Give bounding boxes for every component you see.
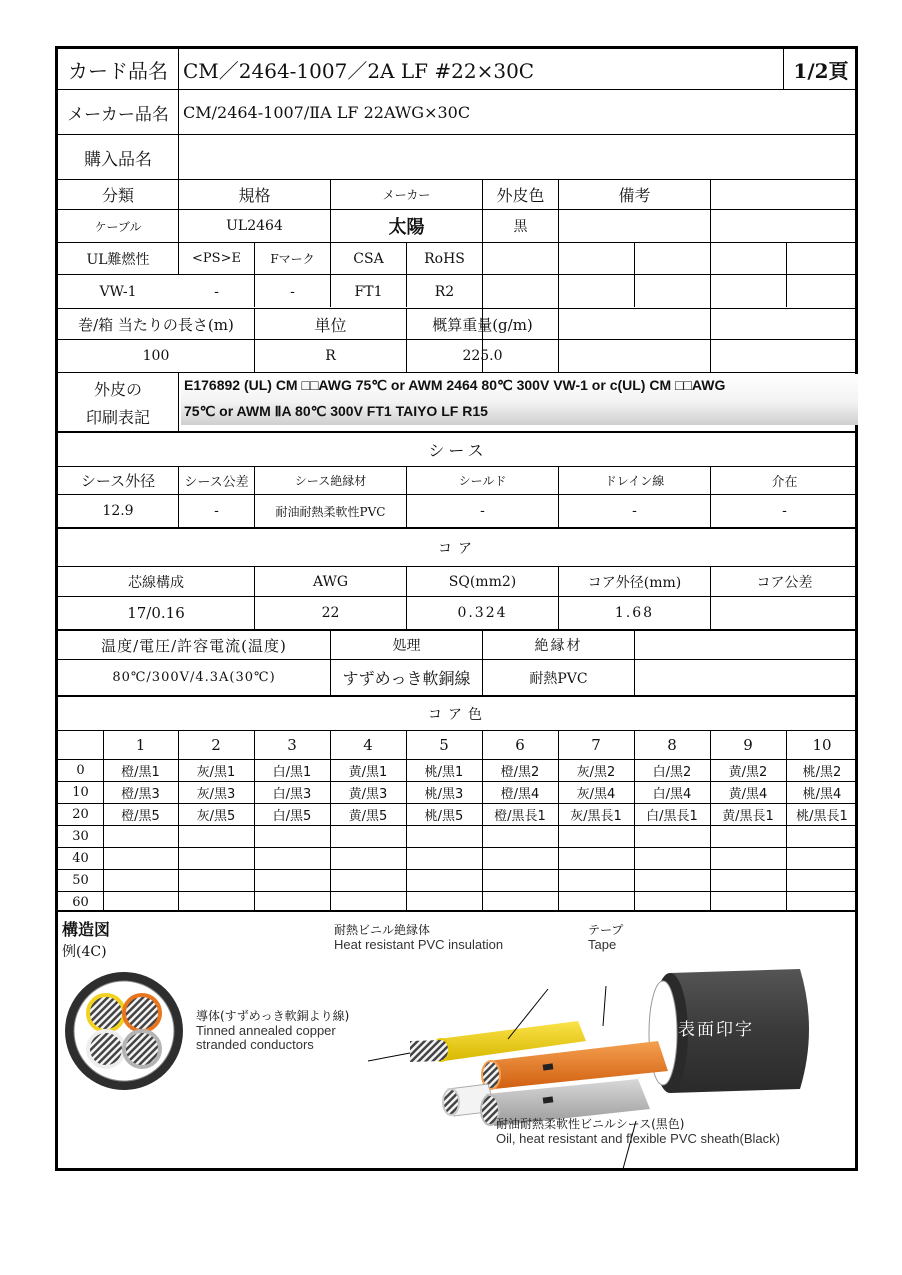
core-color-cell [178,870,254,891]
core-color-cell: 桃/黒5 [424,809,464,824]
core-color-col-header: 8 [667,736,677,754]
drain-value: - [632,503,637,519]
yellow-core-strands [410,1040,441,1062]
core-color-cell [786,826,858,847]
core-color-cell: 白/黒4 [652,787,692,802]
pse-value: - [214,283,219,300]
diagram-title: 構造図 [62,920,111,939]
core-color-cell [634,892,710,913]
core-color-row-label: 30 [72,829,89,844]
core-color-cell [786,848,858,869]
sq-value: 0.324 [457,605,508,621]
sq-header: SQ(mm2) [448,573,517,590]
core-color-cell [786,870,858,891]
standard-value: UL2464 [226,218,283,234]
core-tolerance-value [711,597,858,629]
core-color-cell: 桃/黒2 [802,765,842,780]
core-color-cell [330,848,406,869]
rule [634,242,635,307]
cable-side-view [410,969,809,1126]
core-color-cell [178,848,254,869]
core-color-col-header: 4 [363,736,373,754]
core-color-row-label: 60 [72,895,89,910]
csa-value: FT1 [354,283,383,300]
process-value: すずめっき軟銅線 [342,669,471,688]
core-color-col-header: 7 [591,736,601,754]
core-color-cell [558,870,634,891]
core-color-row-label: 10 [72,785,89,800]
core-color-cell [786,892,858,913]
core-gray [124,1031,160,1067]
rohs-header: RoHS [424,250,465,267]
core-od-value: 1.68 [614,605,655,621]
diagram-example: 例(4C) [62,944,107,960]
core-color-cell [634,848,710,869]
core-color-cell: 黄/黒2 [728,765,768,780]
core-section-title: コア [438,540,478,557]
unit-value: R [325,348,336,364]
tape-leader [603,986,606,1026]
class-value: ケーブル [94,219,142,234]
insulation-header: 絶縁材 [534,638,583,654]
core-color-cell [482,892,558,913]
card-name-value: CM／2464-1007／2A LF #22×30C [183,58,535,83]
core-color-cell [482,848,558,869]
length-header: 巻/箱 当たりの長さ(m) [78,315,234,334]
cross-section-tape [74,981,174,1081]
sheath-tolerance-header: シース公差 [184,475,249,490]
sheath-od-value: 12.9 [102,503,134,519]
purchase-name-value [179,135,858,179]
core-color-cell [710,826,786,847]
print-line-1: E176892 (UL) CM □□AWG 75℃ or AWM 2464 80℃ 300V VW-1 or c(UL) CM □□AWG [184,377,726,393]
print-label-line1: 外皮の [93,379,142,399]
strand-value: 17/0.16 [127,604,185,622]
ul-header: UL難燃性 [86,251,150,268]
core-color-col-header: 9 [743,736,753,754]
core-od-header: コア外径(mm) [587,574,682,591]
jacket-print-text [181,374,858,425]
class-header: 分類 [101,186,134,205]
core-color-cell [558,826,634,847]
core-color-cell [710,870,786,891]
pse-header: <PS>E [192,251,241,266]
process-header: 処理 [392,638,421,654]
core-color-cell [710,892,786,913]
jacket-color-value: 黒 [513,219,528,235]
conductor-label-jp: 導体(すずめっき軟銅より線) [196,1009,350,1023]
rule [786,242,787,307]
spec-sheet [55,46,858,1171]
core-color-cell [634,870,710,891]
page-number: 1/2頁 [793,58,849,83]
filler-header: 介在 [771,475,798,490]
core-color-cell [406,870,482,891]
core-color-cell [103,870,178,891]
core-color-cell: 灰/黒1 [196,765,236,780]
core-color-cell [558,892,634,913]
strand-header: 芯線構成 [128,574,184,591]
core-orange [124,995,160,1031]
csa-header: CSA [353,250,384,267]
core-color-cell: 灰/黒5 [196,809,236,824]
core-color-cell: 灰/黒2 [576,765,616,780]
core-color-cell: 桃/黒3 [424,787,464,802]
sheath-insulation-value: 耐油耐熱柔軟性PVC [275,504,386,519]
card-name-label: カード品名 [68,58,168,83]
cross-section [65,972,183,1090]
sheath-insulation-header: シース絶縁材 [294,474,367,488]
core-color-title: コア色 [428,706,488,723]
core-color-col-header: 5 [439,736,449,754]
print-line-2: 75℃ or AWM ⅡA 80℃ 300V FT1 TAIYO LF R15 [184,403,488,419]
core-color-cell [406,826,482,847]
fmark-header: Fマーク [270,252,315,266]
core-color-cell [558,848,634,869]
core-color-row-label: 40 [72,851,89,866]
core-color-cell: 橙/黒1 [121,765,160,780]
shield-value: - [480,503,485,519]
core-color-cell: 桃/黒長1 [796,809,848,824]
length-value: 100 [142,348,170,364]
core-color-cell [178,892,254,913]
core-color-cell [103,848,178,869]
surface-print-label: 表面印字 [678,1020,754,1040]
core-color-cell [330,826,406,847]
core-color-cell: 黄/黒4 [728,787,768,802]
sheath-od-header: シース外径 [80,472,156,490]
core-color-cell: 橙/黒長1 [494,809,546,824]
maker-name-label: メーカー品名 [67,104,169,125]
shield-header: シールド [458,474,507,488]
core-color-cell: 白/黒2 [652,765,692,780]
note-header: 備考 [618,186,651,205]
core-color-cell: 灰/黒3 [196,787,236,802]
core-color-cell [482,870,558,891]
tape-label-jp: テープ [588,923,624,937]
sheath-section-title: シース [428,441,488,460]
core-color-cell [330,892,406,913]
core-color-row-label: 20 [72,807,89,822]
filler-value: - [782,503,787,519]
core-color-cell: 黄/黒5 [348,809,388,824]
core-color-cell [178,826,254,847]
core-color-row-label: 50 [72,873,89,888]
fmark-value: - [290,283,295,300]
structure-diagram [58,911,858,1169]
weight-header: 概算重量(g/m) [432,315,533,334]
rule [710,179,711,372]
core-color-cell [103,826,178,847]
rohs-value: R2 [434,283,455,300]
core-color-col-header: 3 [287,736,297,754]
core-color-cell: 黄/黒3 [348,787,388,802]
sheath-label-en: Oil, heat resistant and flexible PVC sheath(Black) [496,1131,780,1146]
core-color-cell: 桃/黒4 [802,787,842,802]
insulation-value: 耐熱PVC [529,670,588,687]
maker-name-value: CM/2464-1007/ⅡA LF 22AWG×30C [183,102,471,122]
core-color-cell [254,826,330,847]
core-color-cell [406,892,482,913]
conductor-leader [368,1053,410,1061]
core-color-cell: 黄/黒1 [348,765,388,780]
core-color-col-header: 2 [211,736,221,754]
core-color-cell [254,892,330,913]
core-color-cell: 灰/黒4 [576,787,616,802]
insulation-label-en: Heat resistant PVC insulation [334,937,504,952]
core-color-cell [254,848,330,869]
conductor-label-en1: Tinned annealed copper [196,1023,336,1038]
purchase-name-label: 購入品名 [84,149,152,170]
core-color-cell: 橙/黒5 [121,809,160,824]
core-color-cell [406,848,482,869]
core-color-cell: 灰/黒長1 [570,809,622,824]
core-color-cell [634,826,710,847]
rule [178,372,179,431]
rating-header: 温度/電圧/許容電流(温度) [101,636,287,655]
core-color-cell [330,870,406,891]
white-core-conductor [443,1089,459,1115]
tape-label-en: Tape [588,937,617,952]
core-color-col-header: 10 [812,736,832,754]
unit-header: 単位 [314,315,347,335]
standard-header: 規格 [238,186,271,205]
core-color-cell: 橙/黒4 [500,787,540,802]
ul-value: VW-1 [99,283,137,300]
maker-value: 太陽 [388,217,425,238]
sheath-tolerance-value: - [214,503,219,519]
core-color-cell [103,892,178,913]
insulation-label-jp: 耐熱ビニル絶縁体 [334,923,431,937]
drain-header: ドレイン線 [604,474,665,488]
core-white [88,1031,124,1067]
weight-value: 225.0 [462,348,503,364]
core-color-cell: 橙/黒3 [121,787,160,802]
rating-value: 80℃/300V/4.3A(30℃) [112,670,276,685]
jacket-color-header: 外皮色 [496,186,545,205]
core-yellow [88,995,124,1031]
core-color-cell: 白/黒長1 [646,809,698,824]
rule [634,629,635,695]
sheath-label-jp: 耐油耐熱柔軟性ビニルシース(黒色) [496,1117,685,1131]
core-color-cell: 白/黒5 [272,809,312,824]
core-color-cell [254,870,330,891]
conductor-label-en2: stranded conductors [196,1037,314,1052]
awg-value: 22 [321,605,340,621]
core-color-cell: 白/黒1 [272,765,312,780]
core-color-cell [710,848,786,869]
core-color-row-label: 0 [76,763,85,778]
print-label-line2: 印刷表記 [85,407,150,427]
core-tolerance-header: コア公差 [756,574,813,591]
core-color-col-header: 1 [135,736,146,754]
core-color-cell [482,826,558,847]
awg-header: AWG [312,573,349,590]
core-color-cell: 白/黒3 [272,787,312,802]
core-color-col-header: 6 [515,736,525,754]
core-color-cell: 黄/黒長1 [722,809,774,824]
maker-header: メーカー [382,188,431,202]
core-color-cell: 桃/黒1 [424,765,464,780]
core-color-cell: 橙/黒2 [500,765,540,780]
